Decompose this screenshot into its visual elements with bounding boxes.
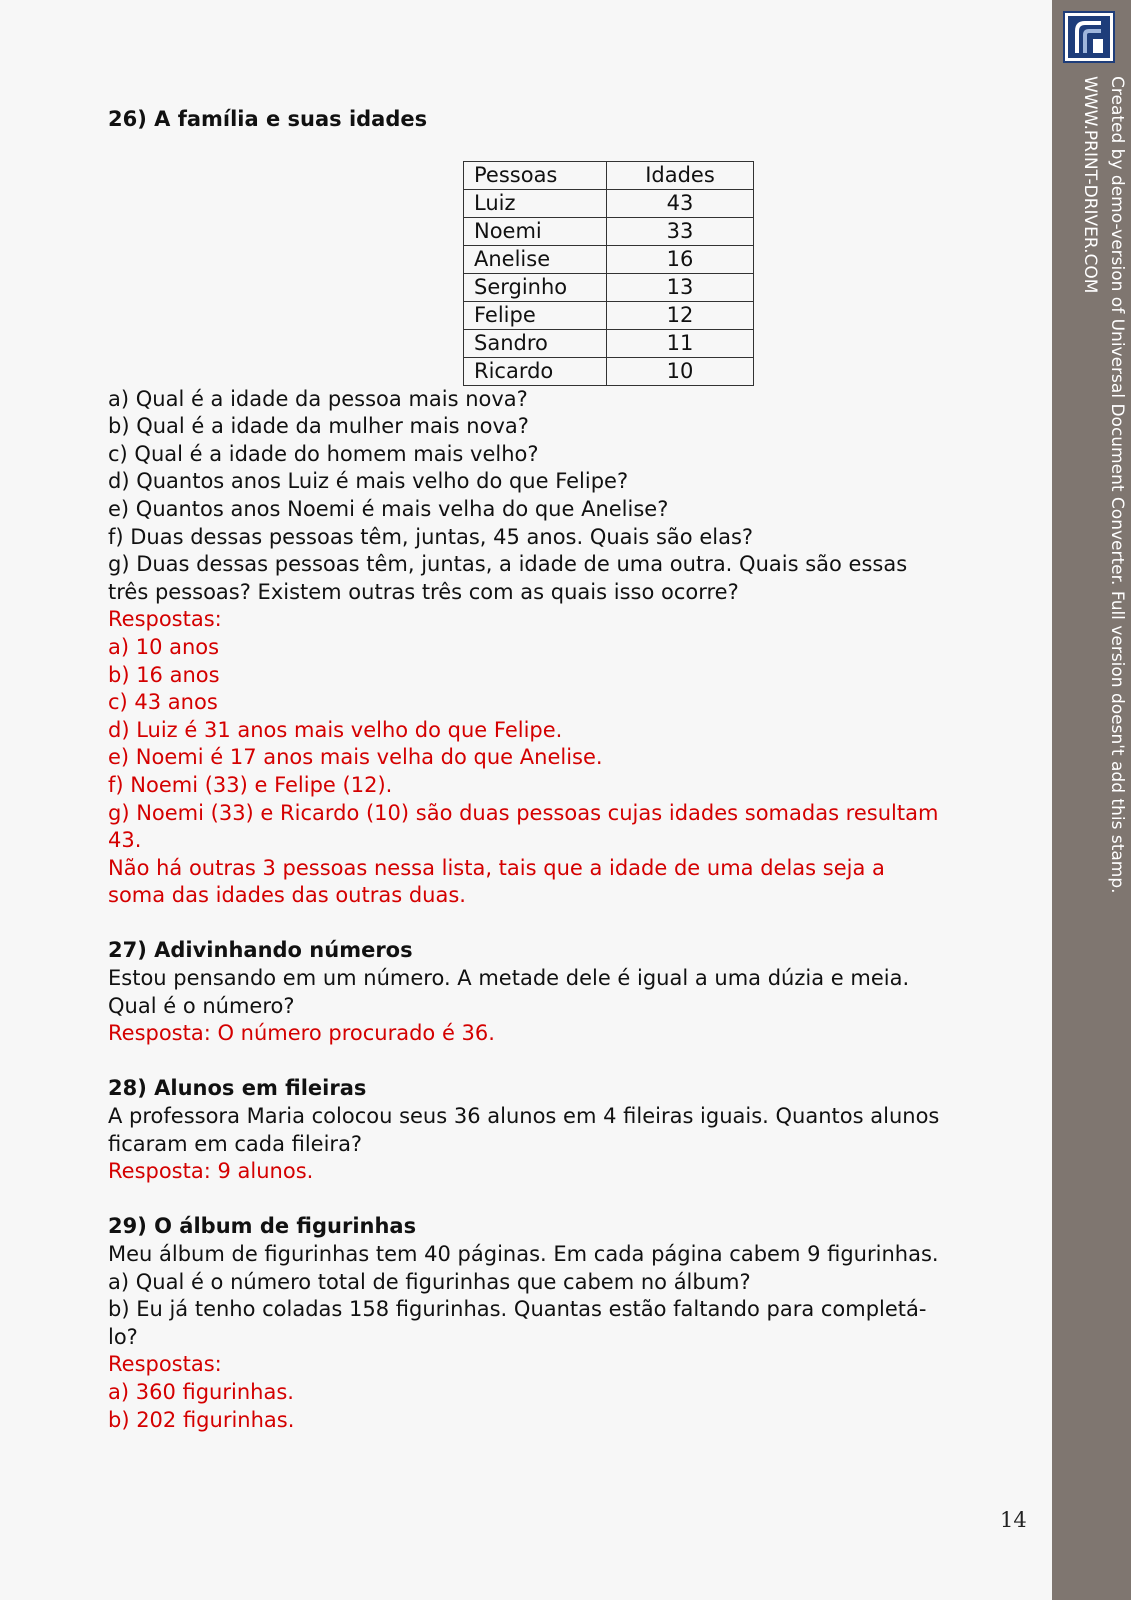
q26-answer: d) Luiz é 31 anos mais velho do que Felipe. [108,717,563,742]
q26-answer: b) 16 anos [108,662,220,687]
demo-stamp-text [1068,76,1130,936]
table-cell-name: Ricardo [464,357,607,385]
table-header-cell: Idades [607,161,754,189]
q27-answer: Resposta: O número procurado é 36. [108,1021,495,1046]
q29-answer: b) 202 figurinhas. [108,1407,295,1432]
q26-question: g) Duas dessas pessoas têm, juntas, a idade de uma outra. Quais são essas [108,552,908,577]
q26-question: a) Qual é a idade da pessoa mais nova? [108,386,528,411]
q26-question: e) Quantos anos Noemi é mais velha do que Anelise? [108,496,669,521]
q26-answer: a) 10 anos [108,634,220,659]
q27-text: Qual é o número? [108,993,295,1018]
q29-title: 29) O álbum de figurinhas [108,1214,417,1239]
table-header-row [464,161,754,189]
q26-answer: Não há outras 3 pessoas nessa lista, tais que a idade de uma delas seja a [108,855,885,880]
table-row [464,217,754,245]
table-cell-name: Luiz [464,189,607,217]
table-cell-age: 12 [607,301,754,329]
table-row [464,329,754,357]
q29-answer: a) 360 figurinhas. [108,1379,294,1404]
table-row [464,301,754,329]
ages-table [463,161,754,386]
q26-answer: c) 43 anos [108,690,218,715]
q29-text: a) Qual é o número total de figurinhas que cabem no álbum? [108,1269,751,1294]
section-spacer [108,1048,1028,1076]
q27-title: 27) Adivinhando números [108,938,413,963]
q28-text: ficaram em cada fileira? [108,1131,363,1156]
q26-question: três pessoas? Existem outras três com as quais isso ocorre? [108,579,739,604]
table-cell-name: Serginho [464,273,607,301]
stamp-url: WWW.PRINT-DRIVER.COM [1080,76,1100,294]
table-header-cell: Pessoas [464,161,607,189]
table-cell-age: 10 [607,357,754,385]
q26-answer: f) Noemi (33) e Felipe (12). [108,772,393,797]
q26-answer: soma das idades das outras duas. [108,883,466,908]
table-row [464,245,754,273]
table-row [464,273,754,301]
q26-title: 26) A família e suas idades [108,107,428,131]
q26-answer: g) Noemi (33) e Ricardo (10) são duas pessoas cujas idades somadas resultam [108,800,939,825]
table-cell-name: Sandro [464,329,607,357]
table-cell-age: 16 [607,245,754,273]
q29-text: Meu álbum de figurinhas tem 40 páginas. Em cada página cabem 9 figurinhas. [108,1242,939,1266]
q29-text: b) Eu já tenho coladas 158 figurinhas. Quantas estão faltando para completá- [108,1297,927,1322]
page-content [108,106,1028,1434]
table-cell-age: 13 [607,273,754,301]
q29-text: lo? [108,1324,138,1349]
demo-stamp [1068,76,1130,936]
table-cell-name: Felipe [464,301,607,329]
q27-text: Estou pensando em um número. A metade dele é igual a uma dúzia e meia. [108,966,910,991]
q26-answers-label: Respostas: [108,607,222,632]
q28-title: 28) Alunos em fileiras [108,1076,367,1101]
q26-question: f) Duas dessas pessoas têm, juntas, 45 anos. Quais são elas? [108,524,754,549]
q29-answers-label: Respostas: [108,1352,222,1377]
page-number: 14 [1000,1508,1027,1532]
q28-answer: Resposta: 9 alunos. [108,1159,314,1184]
table-cell-age: 43 [607,189,754,217]
table-cell-name: Anelise [464,245,607,273]
q26-question: c) Qual é a idade do homem mais velho? [108,441,539,466]
table-cell-age: 11 [607,329,754,357]
section-spacer [108,1186,1028,1214]
table-row [464,357,754,385]
q26-answer: e) Noemi é 17 anos mais velha do que Anelise. [108,745,603,770]
stamp-line: Created by demo-version of Universal Document Converter. Full version doesn't add this stamp. [1107,76,1127,894]
table-cell-age: 33 [607,217,754,245]
table-row [464,189,754,217]
q28-text: A professora Maria colocou seus 36 alunos em 4 fileiras iguais. Quantos alunos [108,1104,940,1129]
q26-question: d) Quantos anos Luiz é mais velho do que Felipe? [108,469,629,494]
q26-answer: 43. [108,828,142,853]
converter-logo-icon [1063,11,1115,63]
q26-question: b) Qual é a idade da mulher mais nova? [108,414,529,439]
section-spacer [108,910,1028,938]
table-cell-name: Noemi [464,217,607,245]
